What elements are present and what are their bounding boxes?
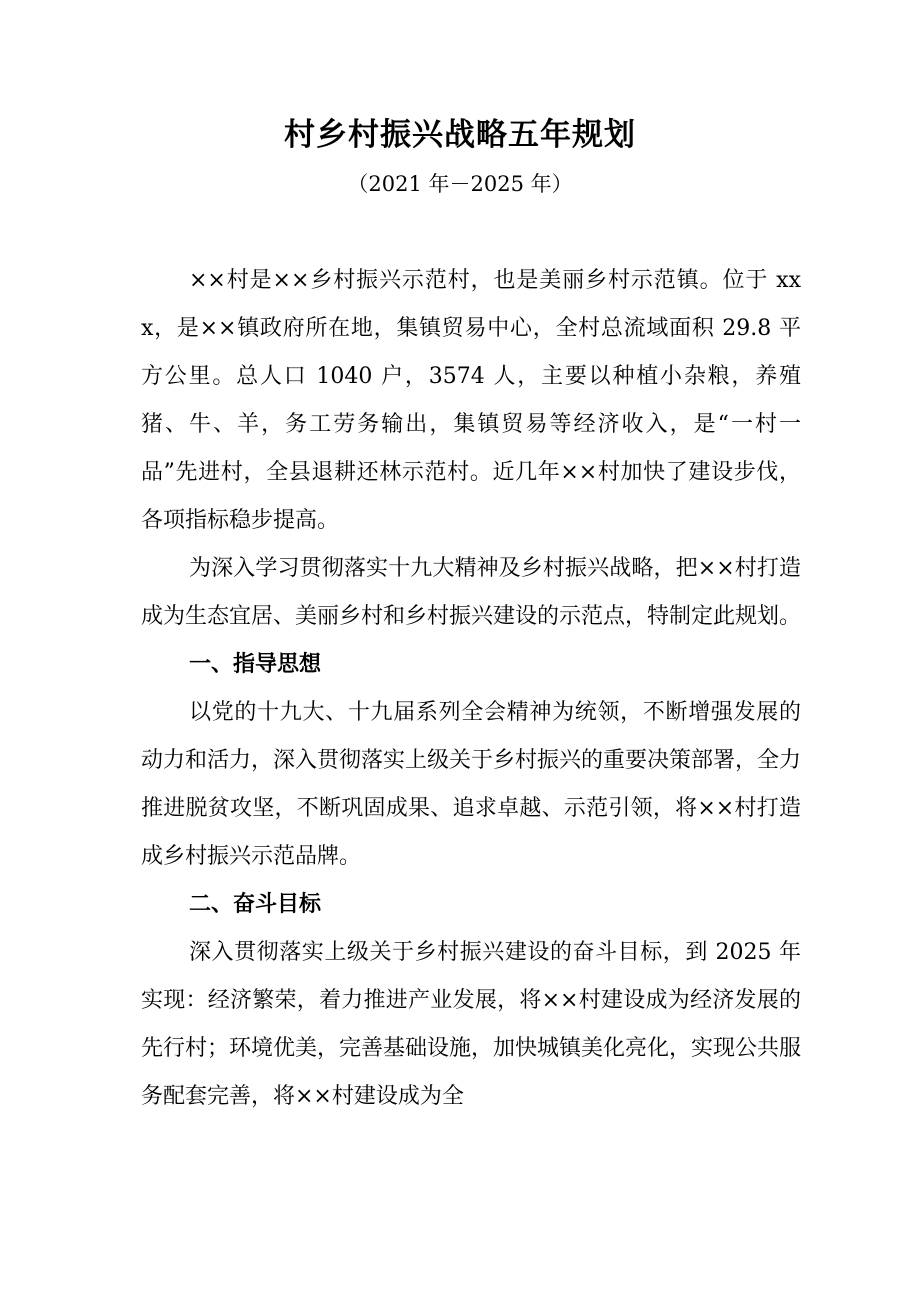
intro-paragraph-2: 为深入学习贯彻落实十九大精神及乡村振兴战略，把××村打造成为生态宜居、美丽乡村和乡村振兴建设的示范点，特制定此规划。: [141, 556, 802, 629]
section-heading-goals: 二、奋斗目标: [189, 892, 322, 917]
intro-paragraph-1: ××村是××乡村振兴示范村，也是美丽乡村示范镇。位于 xxx，是××镇政府所在地，集镇贸易中心，全村总流域面积 29.8 平方公里。总人口 1040 户，3574 人，主要以种植小杂粮，养殖猪、牛、羊，务工劳务输出，集镇贸易等经济收入，是“一村一品”先进村，全县退耕还林示范村。近几年××村加快了建设步伐，各项指标稳步提高。: [141, 268, 801, 533]
section-heading-guiding-ideology: 一、指导思想: [189, 652, 322, 677]
section-1-paragraph: 以党的十九大、十九届系列全会精神为统领，不断增强发展的动力和活力，深入贯彻落实上级关于乡村振兴的重要决策部署，全力推进脱贫攻坚，不断巩固成果、追求卓越、示范引领，将××村打造成乡村振兴示范品牌。: [141, 700, 802, 869]
document-subtitle: （2021 年－2025 年）: [347, 172, 573, 196]
document-body: [141, 257, 801, 1121]
section-2-paragraph: 深入贯彻落实上级关于乡村振兴建设的奋斗目标，到 2025 年实现：经济繁荣，着力推进产业发展，将××村建设成为经济发展的先行村；环境优美，完善基础设施，加快城镇美化亮化，实现公共服务配套完善，将××村建设成为全: [141, 940, 802, 1109]
document-title: 村乡村振兴战略五年规划: [284, 117, 636, 153]
